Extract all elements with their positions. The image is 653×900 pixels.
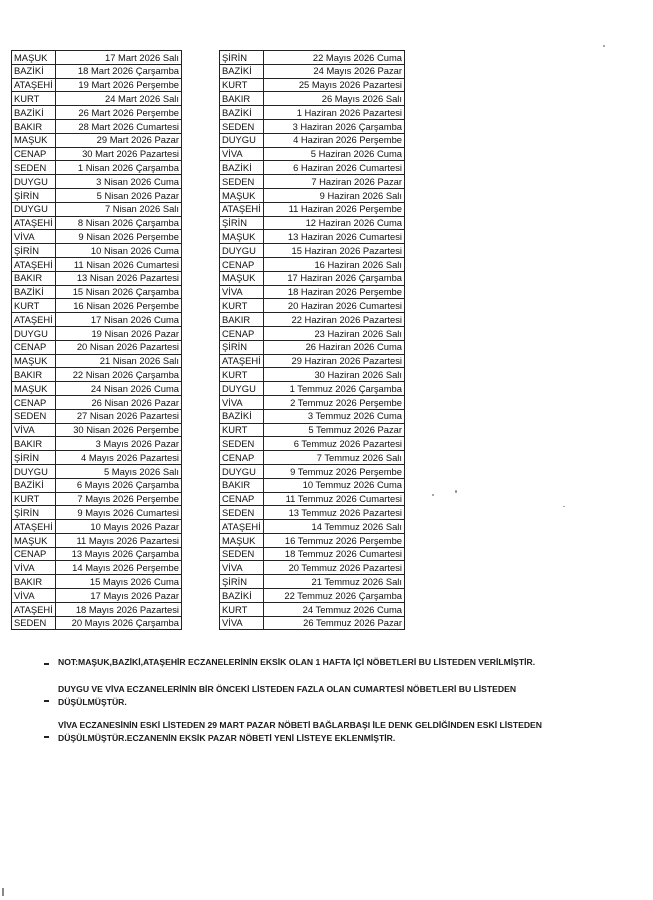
- pharmacy-name: BAZİKİ: [220, 589, 264, 603]
- duty-row: [12, 326, 182, 340]
- duty-date: 25 Mayıs 2026 Pazartesi: [263, 78, 404, 92]
- pharmacy-name: DUYGU: [220, 244, 264, 258]
- duty-row: [12, 161, 182, 175]
- duty-date: 1 Temmuz 2026 Çarşamba: [263, 382, 404, 396]
- duty-row: [220, 106, 405, 120]
- note-3-text: VİVA ECZANESİNİN ESKİ LİSTEDEN 29 MART PAZAR NÖBETİ BAĞLARBAŞI İLE DENK GELDİĞİNDEN ESKİ LİSTEDEN DÜŞÜLMÜŞTÜR.ECZANENİN EKSİK PAZAR NÖBETİ YENİ LİSTEYE EKLENMİŞTİR.: [58, 720, 542, 743]
- duty-row: [12, 520, 182, 534]
- pharmacy-name: DUYGU: [220, 382, 264, 396]
- duty-date: 22 Haziran 2026 Pazartesi: [263, 313, 404, 327]
- duty-date: 21 Nisan 2026 Salı: [55, 354, 181, 368]
- duty-date: 3 Mayıs 2026 Pazar: [55, 437, 181, 451]
- duty-row: [220, 382, 405, 396]
- duty-row: [12, 285, 182, 299]
- duty-date: 26 Mayıs 2026 Salı: [263, 92, 404, 106]
- duty-row: [220, 492, 405, 506]
- duty-row: [12, 492, 182, 506]
- pharmacy-name: ATAŞEHİ: [12, 602, 56, 616]
- duty-date: 13 Temmuz 2026 Pazartesi: [263, 506, 404, 520]
- pharmacy-name: BAZİKİ: [220, 64, 264, 78]
- duty-date: 18 Temmuz 2026 Cumartesi: [263, 547, 404, 561]
- duty-row: [220, 119, 405, 133]
- duty-date: 30 Nisan 2026 Perşembe: [55, 423, 181, 437]
- duty-row: [220, 313, 405, 327]
- pharmacy-name: ŞİRİN: [12, 506, 56, 520]
- pharmacy-name: DUYGU: [12, 175, 56, 189]
- duty-date: 14 Mayıs 2026 Perşembe: [55, 561, 181, 575]
- duty-row: [220, 340, 405, 354]
- pharmacy-name: ŞİRİN: [220, 216, 264, 230]
- duty-date: 9 Mayıs 2026 Cumartesi: [55, 506, 181, 520]
- duty-row: [12, 271, 182, 285]
- duty-date: 9 Haziran 2026 Salı: [263, 188, 404, 202]
- duty-row: [12, 602, 182, 616]
- duty-date: 5 Temmuz 2026 Pazar: [263, 423, 404, 437]
- pharmacy-name: BAKIR: [12, 437, 56, 451]
- duty-row: [12, 78, 182, 92]
- pharmacy-name: BAKIR: [12, 119, 56, 133]
- duty-date: 5 Haziran 2026 Cuma: [263, 147, 404, 161]
- pharmacy-name: KURT: [12, 92, 56, 106]
- pharmacy-name: SEDEN: [220, 175, 264, 189]
- duty-row: [220, 230, 405, 244]
- duty-row: [220, 326, 405, 340]
- duty-row: [220, 92, 405, 106]
- pharmacy-name: SEDEN: [12, 616, 56, 630]
- pharmacy-name: BAKIR: [12, 271, 56, 285]
- note-3: [58, 719, 558, 745]
- duty-row: [220, 423, 405, 437]
- pharmacy-name: KURT: [220, 368, 264, 382]
- duty-row: [220, 188, 405, 202]
- duty-date: 2 Temmuz 2026 Perşembe: [263, 395, 404, 409]
- duty-date: 11 Temmuz 2026 Cumartesi: [263, 492, 404, 506]
- pharmacy-name: KURT: [220, 78, 264, 92]
- pharmacy-name: KURT: [220, 423, 264, 437]
- pharmacy-name: ŞİRİN: [220, 51, 264, 65]
- bullet-dash: [44, 663, 49, 665]
- pharmacy-name: CENAP: [12, 395, 56, 409]
- pharmacy-name: ATAŞEHİ: [220, 520, 264, 534]
- duty-date: 17 Nisan 2026 Cuma: [55, 313, 181, 327]
- pharmacy-name: ATAŞEHİ: [220, 202, 264, 216]
- duty-date: 15 Nisan 2026 Çarşamba: [55, 285, 181, 299]
- pharmacy-name: SEDEN: [12, 409, 56, 423]
- duty-row: [12, 506, 182, 520]
- duty-date: 26 Haziran 2026 Cuma: [263, 340, 404, 354]
- duty-row: [12, 451, 182, 465]
- duty-row: [12, 230, 182, 244]
- duty-date: 30 Mart 2026 Pazartesi: [55, 147, 181, 161]
- duty-date: 10 Mayıs 2026 Pazar: [55, 520, 181, 534]
- duty-date: 3 Nisan 2026 Cuma: [55, 175, 181, 189]
- duty-row: [12, 133, 182, 147]
- duty-date: 20 Mayıs 2026 Çarşamba: [55, 616, 181, 630]
- duty-date: 9 Nisan 2026 Perşembe: [55, 230, 181, 244]
- duty-row: [12, 368, 182, 382]
- duty-row: [12, 202, 182, 216]
- duty-row: [12, 575, 182, 589]
- pharmacy-name: BAKIR: [220, 313, 264, 327]
- pharmacy-name: ATAŞEHİ: [12, 78, 56, 92]
- pharmacy-name: ŞİRİN: [12, 244, 56, 258]
- pharmacy-name: MAŞUK: [12, 51, 56, 65]
- pharmacy-name: KURT: [220, 602, 264, 616]
- duty-row: [12, 561, 182, 575]
- pharmacy-name: VİVA: [220, 561, 264, 575]
- duty-date: 10 Temmuz 2026 Cuma: [263, 478, 404, 492]
- pharmacy-name: ŞİRİN: [12, 451, 56, 465]
- pharmacy-name: MAŞUK: [220, 188, 264, 202]
- duty-date: 9 Temmuz 2026 Perşembe: [263, 464, 404, 478]
- duty-row: [220, 175, 405, 189]
- duty-date: 17 Haziran 2026 Çarşamba: [263, 271, 404, 285]
- duty-row: [12, 313, 182, 327]
- pharmacy-name: ŞİRİN: [12, 188, 56, 202]
- duty-date: 3 Temmuz 2026 Cuma: [263, 409, 404, 423]
- duty-date: 22 Temmuz 2026 Çarşamba: [263, 589, 404, 603]
- duty-date: 20 Haziran 2026 Cumartesi: [263, 299, 404, 313]
- pharmacy-name: BAZİKİ: [220, 409, 264, 423]
- duty-row: [220, 257, 405, 271]
- duty-row: [220, 616, 405, 630]
- duty-date: 7 Mayıs 2026 Perşembe: [55, 492, 181, 506]
- pharmacy-name: MAŞUK: [220, 533, 264, 547]
- pharmacy-name: BAZİKİ: [12, 285, 56, 299]
- pharmacy-name: MAŞUK: [220, 230, 264, 244]
- duty-row: [12, 409, 182, 423]
- duty-row: [12, 244, 182, 258]
- duty-date: 16 Haziran 2026 Salı: [263, 257, 404, 271]
- pharmacy-name: VİVA: [220, 616, 264, 630]
- pharmacy-name: VİVA: [220, 285, 264, 299]
- duty-date: 21 Temmuz 2026 Salı: [263, 575, 404, 589]
- pharmacy-name: CENAP: [12, 340, 56, 354]
- duty-row: [220, 216, 405, 230]
- pharmacy-name: MAŞUK: [220, 271, 264, 285]
- duty-date: 20 Temmuz 2026 Pazartesi: [263, 561, 404, 575]
- duty-row: [220, 354, 405, 368]
- pharmacy-name: CENAP: [220, 257, 264, 271]
- note-1-text: NOT:MAŞUK,BAZİKİ,ATAŞEHİR ECZANELERİNİN EKSİK OLAN 1 HAFTA İÇİ NÖBETLERİ BU LİSTEDEN VERİLMİŞTİR.: [58, 657, 536, 667]
- duty-date: 11 Haziran 2026 Perşembe: [263, 202, 404, 216]
- duty-row: [220, 547, 405, 561]
- pharmacy-name: KURT: [12, 299, 56, 313]
- duty-date: 5 Mayıs 2026 Salı: [55, 464, 181, 478]
- duty-row: [220, 299, 405, 313]
- note-2-text: DUYGU VE VİVA ECZANELERİNİN BİR ÖNCEKİ LİSTEDEN FAZLA OLAN CUMARTESİ NÖBETLERİ BU LİSTEDEN DÜŞÜLMÜŞTÜR.: [58, 684, 517, 707]
- duty-date: 8 Nisan 2026 Çarşamba: [55, 216, 181, 230]
- pharmacy-name: VİVA: [220, 395, 264, 409]
- duty-row: [12, 423, 182, 437]
- duty-date: 17 Mart 2026 Salı: [55, 51, 181, 65]
- duty-date: 6 Mayıs 2026 Çarşamba: [55, 478, 181, 492]
- duty-date: 19 Mart 2026 Perşembe: [55, 78, 181, 92]
- duty-row: [220, 602, 405, 616]
- pharmacy-name: MAŞUK: [12, 533, 56, 547]
- duty-row: [220, 478, 405, 492]
- pharmacy-name: BAZİKİ: [12, 64, 56, 78]
- duty-date: 27 Nisan 2026 Pazartesi: [55, 409, 181, 423]
- pharmacy-name: BAZİKİ: [220, 106, 264, 120]
- duty-row: [12, 437, 182, 451]
- duty-row: [12, 354, 182, 368]
- pharmacy-name: ATAŞEHİ: [12, 257, 56, 271]
- duty-date: 30 Haziran 2026 Salı: [263, 368, 404, 382]
- duty-row: [220, 561, 405, 575]
- duty-date: 4 Haziran 2026 Perşembe: [263, 133, 404, 147]
- duty-row: [12, 51, 182, 65]
- duty-row: [220, 202, 405, 216]
- duty-date: 7 Temmuz 2026 Salı: [263, 451, 404, 465]
- duty-date: 22 Mayıs 2026 Cuma: [263, 51, 404, 65]
- duty-date: 15 Mayıs 2026 Cuma: [55, 575, 181, 589]
- duty-date: 5 Nisan 2026 Pazar: [55, 188, 181, 202]
- duty-date: 22 Nisan 2026 Çarşamba: [55, 368, 181, 382]
- duty-row: [220, 147, 405, 161]
- pharmacy-name: MAŞUK: [12, 382, 56, 396]
- duty-row: [220, 368, 405, 382]
- pharmacy-name: ATAŞEHİ: [12, 216, 56, 230]
- duty-date: 17 Mayıs 2026 Pazar: [55, 589, 181, 603]
- duty-date: 6 Temmuz 2026 Pazartesi: [263, 437, 404, 451]
- pharmacy-name: CENAP: [12, 547, 56, 561]
- duty-row: [12, 395, 182, 409]
- duty-row: [12, 106, 182, 120]
- duty-date: 3 Haziran 2026 Çarşamba: [263, 119, 404, 133]
- pharmacy-name: BAZİKİ: [12, 478, 56, 492]
- duty-row: [12, 464, 182, 478]
- pharmacy-name: KURT: [12, 492, 56, 506]
- duty-row: [12, 216, 182, 230]
- duty-row: [220, 78, 405, 92]
- duty-row: [220, 451, 405, 465]
- duty-row: [220, 520, 405, 534]
- duty-date: 24 Mayıs 2026 Pazar: [263, 64, 404, 78]
- duty-row: [220, 244, 405, 258]
- pharmacy-name: ŞİRİN: [220, 575, 264, 589]
- duty-row: [220, 506, 405, 520]
- duty-row: [12, 533, 182, 547]
- pharmacy-name: MAŞUK: [12, 133, 56, 147]
- duty-row: [220, 464, 405, 478]
- pharmacy-name: SEDEN: [220, 506, 264, 520]
- duty-row: [220, 589, 405, 603]
- duty-row: [12, 188, 182, 202]
- duty-date: 13 Haziran 2026 Cumartesi: [263, 230, 404, 244]
- duty-row: [12, 616, 182, 630]
- pharmacy-name: SEDEN: [220, 119, 264, 133]
- duty-date: 29 Mart 2026 Pazar: [55, 133, 181, 147]
- duty-row: [220, 285, 405, 299]
- duty-date: 19 Nisan 2026 Pazar: [55, 326, 181, 340]
- duty-date: 20 Nisan 2026 Pazartesi: [55, 340, 181, 354]
- duty-row: [220, 533, 405, 547]
- duty-row: [12, 92, 182, 106]
- pharmacy-name: ATAŞEHİ: [220, 354, 264, 368]
- pharmacy-name: BAKIR: [220, 92, 264, 106]
- note-2: [58, 683, 528, 709]
- pharmacy-name: CENAP: [220, 492, 264, 506]
- duty-date: 13 Mayıs 2026 Çarşamba: [55, 547, 181, 561]
- pharmacy-name: CENAP: [12, 147, 56, 161]
- duty-date: 1 Nisan 2026 Çarşamba: [55, 161, 181, 175]
- pharmacy-name: VİVA: [12, 589, 56, 603]
- duty-row: [220, 575, 405, 589]
- scan-speck: [2, 888, 4, 896]
- duty-row: [12, 119, 182, 133]
- duty-table-right: [219, 50, 405, 630]
- duty-date: 18 Mart 2026 Çarşamba: [55, 64, 181, 78]
- duty-row: [220, 409, 405, 423]
- duty-row: [220, 271, 405, 285]
- duty-row: [12, 147, 182, 161]
- pharmacy-name: ŞİRİN: [220, 340, 264, 354]
- pharmacy-name: VİVA: [220, 147, 264, 161]
- pharmacy-name: VİVA: [12, 230, 56, 244]
- duty-date: 18 Mayıs 2026 Pazartesi: [55, 602, 181, 616]
- bullet-dash: [44, 700, 49, 702]
- duty-date: 15 Haziran 2026 Pazartesi: [263, 244, 404, 258]
- pharmacy-name: DUYGU: [220, 133, 264, 147]
- pharmacy-name: DUYGU: [12, 202, 56, 216]
- duty-date: 13 Nisan 2026 Pazartesi: [55, 271, 181, 285]
- duty-date: 11 Mayıs 2026 Pazartesi: [55, 533, 181, 547]
- pharmacy-name: DUYGU: [12, 464, 56, 478]
- pharmacy-name: VİVA: [12, 561, 56, 575]
- pharmacy-name: BAKIR: [220, 478, 264, 492]
- duty-row: [220, 437, 405, 451]
- pharmacy-name: BAKIR: [12, 575, 56, 589]
- pharmacy-name: BAZİKİ: [12, 106, 56, 120]
- duty-date: 16 Nisan 2026 Perşembe: [55, 299, 181, 313]
- duty-date: 18 Haziran 2026 Perşembe: [263, 285, 404, 299]
- pharmacy-name: KURT: [220, 299, 264, 313]
- duty-row: [12, 478, 182, 492]
- duty-date: 7 Haziran 2026 Pazar: [263, 175, 404, 189]
- duty-date: 26 Temmuz 2026 Pazar: [263, 616, 404, 630]
- duty-date: 16 Temmuz 2026 Perşembe: [263, 533, 404, 547]
- pharmacy-name: MAŞUK: [12, 354, 56, 368]
- pharmacy-name: ATAŞEHİ: [12, 313, 56, 327]
- scan-speck: [432, 494, 434, 496]
- note-1: [58, 656, 558, 669]
- duty-date: 1 Haziran 2026 Pazartesi: [263, 106, 404, 120]
- duty-date: 24 Temmuz 2026 Cuma: [263, 602, 404, 616]
- duty-date: 26 Nisan 2026 Pazar: [55, 395, 181, 409]
- bullet-dash: [44, 736, 49, 738]
- pharmacy-name: VİVA: [12, 423, 56, 437]
- duty-row: [220, 133, 405, 147]
- pharmacy-name: ATAŞEHİ: [12, 520, 56, 534]
- scan-speck: [603, 45, 605, 47]
- duty-row: [220, 395, 405, 409]
- duty-date: 28 Mart 2026 Cumartesi: [55, 119, 181, 133]
- scan-speck: [563, 506, 565, 507]
- duty-row: [12, 299, 182, 313]
- duty-row: [12, 64, 182, 78]
- duty-row: [220, 51, 405, 65]
- duty-row: [12, 175, 182, 189]
- pharmacy-name: BAZİKİ: [220, 161, 264, 175]
- pharmacy-name: CENAP: [220, 326, 264, 340]
- duty-date: 7 Nisan 2026 Salı: [55, 202, 181, 216]
- duty-date: 6 Haziran 2026 Cumartesi: [263, 161, 404, 175]
- duty-table-left: [11, 50, 182, 630]
- duty-date: 29 Haziran 2026 Pazartesi: [263, 354, 404, 368]
- duty-row: [12, 340, 182, 354]
- duty-row: [12, 382, 182, 396]
- duty-date: 11 Nisan 2026 Cumartesi: [55, 257, 181, 271]
- duty-date: 24 Nisan 2026 Cuma: [55, 382, 181, 396]
- duty-row: [220, 64, 405, 78]
- duty-date: 23 Haziran 2026 Salı: [263, 326, 404, 340]
- duty-date: 4 Mayıs 2026 Pazartesi: [55, 451, 181, 465]
- duty-date: 10 Nisan 2026 Cuma: [55, 244, 181, 258]
- pharmacy-name: SEDEN: [220, 547, 264, 561]
- duty-date: 14 Temmuz 2026 Salı: [263, 520, 404, 534]
- duty-row: [12, 547, 182, 561]
- duty-date: 12 Haziran 2026 Cuma: [263, 216, 404, 230]
- pharmacy-name: SEDEN: [12, 161, 56, 175]
- pharmacy-name: BAKIR: [12, 368, 56, 382]
- duty-row: [12, 257, 182, 271]
- duty-date: 24 Mart 2026 Salı: [55, 92, 181, 106]
- pharmacy-name: DUYGU: [12, 326, 56, 340]
- duty-row: [12, 589, 182, 603]
- pharmacy-name: SEDEN: [220, 437, 264, 451]
- duty-date: 26 Mart 2026 Perşembe: [55, 106, 181, 120]
- duty-row: [220, 161, 405, 175]
- pharmacy-name: CENAP: [220, 451, 264, 465]
- pharmacy-name: DUYGU: [220, 464, 264, 478]
- scan-speck: [455, 490, 457, 493]
